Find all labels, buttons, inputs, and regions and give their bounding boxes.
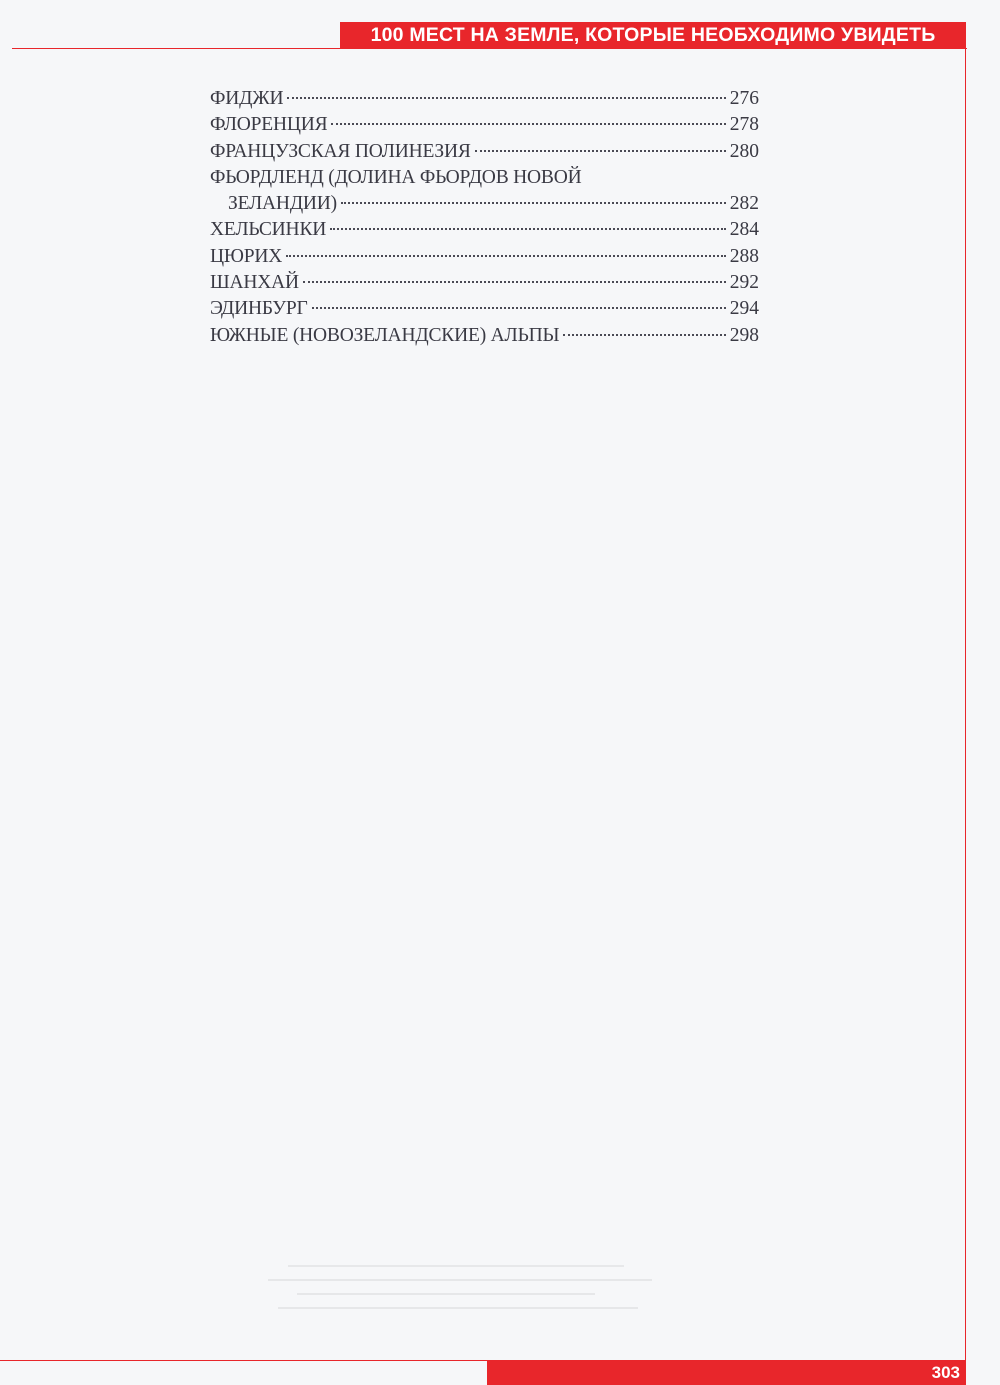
toc-leader-dots bbox=[475, 150, 726, 152]
toc-entry-title: ШАНХАЙ bbox=[210, 272, 299, 294]
toc-entry bbox=[210, 86, 759, 112]
toc-leader-dots bbox=[341, 202, 726, 204]
toc-entry bbox=[210, 270, 759, 296]
toc-entry bbox=[210, 244, 759, 270]
toc-leader-dots bbox=[563, 334, 725, 336]
table-of-contents bbox=[210, 86, 759, 349]
top-rule-line bbox=[12, 48, 967, 49]
toc-entry-page: 284 bbox=[729, 219, 759, 241]
right-rule-line bbox=[965, 48, 966, 1360]
toc-entry-page: 280 bbox=[729, 140, 759, 162]
toc-entry-title: ЮЖНЫЕ (НОВОЗЕЛАНДСКИЕ) АЛЬПЫ bbox=[210, 324, 560, 346]
page-number: 303 bbox=[931, 1363, 960, 1382]
toc-entry-page: 292 bbox=[729, 272, 759, 294]
toc-entry bbox=[210, 296, 759, 322]
toc-entry-title: ФИДЖИ bbox=[210, 88, 284, 109]
toc-entry bbox=[210, 112, 759, 138]
toc-entry-title-line2: ЗЕЛАНДИИ) bbox=[228, 193, 337, 215]
toc-entry-page: 282 bbox=[729, 193, 759, 215]
running-header-title: 100 МЕСТ НА ЗЕМЛЕ, КОТОРЫЕ НЕОБХОДИМО УВИДЕТЬ bbox=[370, 24, 936, 46]
toc-leader-dots bbox=[312, 307, 726, 309]
footer-banner bbox=[487, 1360, 966, 1385]
toc-entry-page: 278 bbox=[729, 114, 759, 136]
toc-entry-multiline bbox=[210, 165, 759, 218]
toc-entry-page: 276 bbox=[729, 88, 759, 109]
toc-entry-title: ЦЮРИХ bbox=[210, 245, 283, 267]
toc-entry bbox=[210, 323, 759, 349]
header-banner bbox=[340, 22, 966, 48]
toc-entry-page: 288 bbox=[729, 245, 759, 267]
toc-entry-title: ЭДИНБУРГ bbox=[210, 298, 308, 320]
toc-leader-dots bbox=[331, 123, 725, 125]
toc-entry-page: 298 bbox=[729, 324, 759, 346]
toc-entry-title: ФЛОРЕНЦИЯ bbox=[210, 114, 328, 136]
toc-leader-dots bbox=[287, 97, 725, 99]
toc-entry-page: 294 bbox=[729, 298, 759, 320]
toc-entry-title: ХЕЛЬСИНКИ bbox=[210, 219, 327, 241]
toc-entry bbox=[210, 139, 759, 165]
toc-leader-dots bbox=[303, 281, 726, 283]
bleed-line bbox=[297, 1293, 595, 1295]
toc-entry-title-line1: ФЬОРДЛЕНД (ДОЛИНА ФЬОРДОВ НОВОЙ bbox=[210, 166, 582, 188]
bottom-rule-line bbox=[0, 1360, 487, 1361]
toc-entry bbox=[210, 217, 759, 243]
toc-entry-title: ФРАНЦУЗСКАЯ ПОЛИНЕЗИЯ bbox=[210, 140, 471, 162]
toc-leader-dots bbox=[286, 255, 726, 257]
toc-entry-continuation bbox=[210, 191, 759, 217]
bleed-line bbox=[278, 1307, 638, 1309]
bleed-line bbox=[288, 1265, 624, 1267]
bleed-through-texture bbox=[230, 1265, 710, 1321]
toc-leader-dots bbox=[330, 228, 726, 230]
bleed-line bbox=[268, 1279, 652, 1281]
